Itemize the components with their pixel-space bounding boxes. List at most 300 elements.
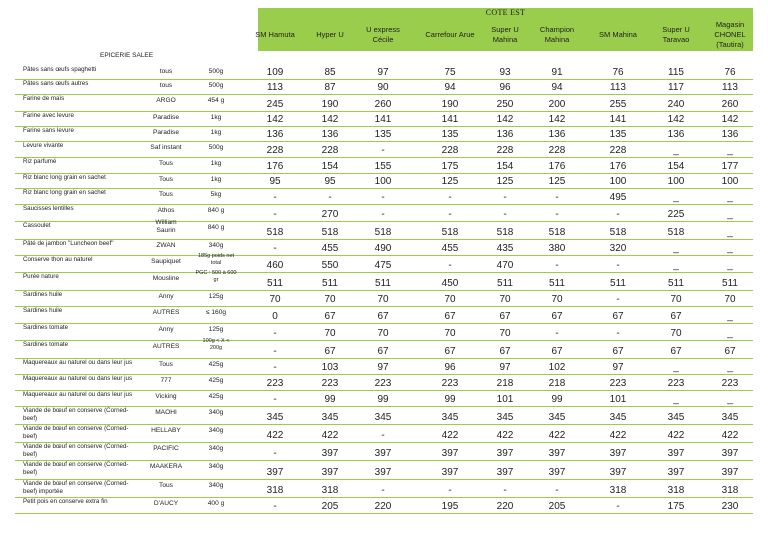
quantity: 500g xyxy=(208,144,224,151)
quantity: 400 g xyxy=(207,500,225,507)
table-row xyxy=(15,338,753,359)
brand: Tous xyxy=(159,191,173,198)
price-cell: 228 xyxy=(266,145,284,156)
price-cell: 511 xyxy=(610,278,626,289)
price-cell: 518 xyxy=(496,227,514,238)
brand: tous xyxy=(159,68,173,75)
price-cell: 318 xyxy=(667,485,685,496)
price-cell: 518 xyxy=(321,227,339,238)
price-cell: 142 xyxy=(496,114,514,125)
price-cell: 318 xyxy=(609,485,627,496)
price-cell: 345 xyxy=(374,412,392,423)
price-cell: 511 xyxy=(267,278,283,289)
price-cell: 136 xyxy=(266,129,284,140)
product-name: Sardines tomate xyxy=(23,324,69,331)
price-cell: 117 xyxy=(668,82,684,93)
price-cell: 345 xyxy=(321,412,339,423)
price-cell: - xyxy=(448,209,452,220)
price-cell: - xyxy=(273,192,277,203)
price-cell: - xyxy=(555,485,559,496)
product-name: Conserve thon au naturel xyxy=(23,256,93,263)
price-cell: 136 xyxy=(496,129,514,140)
price-cell: 397 xyxy=(496,448,514,459)
price-cell: 70 xyxy=(324,328,336,339)
price-cell: 67 xyxy=(670,346,682,357)
price-cell: 495 xyxy=(609,192,627,203)
price-cell: 397 xyxy=(441,448,459,459)
brand: HELLABY xyxy=(151,427,181,434)
price-cell: 97 xyxy=(499,362,511,373)
product-name: Petit pois en conserve extra fin xyxy=(23,498,108,505)
store-header: SM Mahina xyxy=(599,29,637,39)
price-cell: 422 xyxy=(548,430,566,441)
price-cell: 142 xyxy=(548,114,566,125)
price-cell: _ xyxy=(727,394,733,405)
product-name: Riz blanc long grain en sachet xyxy=(23,174,106,181)
price-cell: _ xyxy=(673,243,679,254)
price-cell: 99 xyxy=(444,394,456,405)
price-cell: _ xyxy=(727,243,733,254)
price-cell: - xyxy=(616,294,620,305)
price-cell: _ xyxy=(727,192,733,203)
price-cell: 490 xyxy=(374,243,392,254)
price-cell: 190 xyxy=(441,99,459,110)
price-cell: 70 xyxy=(670,294,682,305)
price-cell: 97 xyxy=(377,67,389,78)
price-cell: _ xyxy=(673,260,679,271)
price-cell: 67 xyxy=(670,311,682,322)
price-cell: 125 xyxy=(441,176,459,187)
price-cell: 0 xyxy=(272,311,278,322)
price-cell: 94 xyxy=(444,82,456,93)
price-cell: _ xyxy=(727,260,733,271)
price-cell: - xyxy=(503,485,507,496)
price-cell: 101 xyxy=(609,394,627,405)
table-row xyxy=(15,307,753,324)
quantity: 100g < X < 200g xyxy=(202,338,230,351)
quantity: 340g xyxy=(208,445,224,452)
price-cell: 225 xyxy=(667,209,685,220)
price-cell: 345 xyxy=(609,412,627,423)
brand: D'AUCY xyxy=(153,500,179,507)
price-cell: 101 xyxy=(496,394,514,405)
price-cell: - xyxy=(273,328,277,339)
price-cell: 67 xyxy=(444,346,456,357)
brand: Tous xyxy=(159,361,173,368)
price-cell: 97 xyxy=(612,362,624,373)
price-cell: 511 xyxy=(497,278,513,289)
price-cell: 205 xyxy=(321,501,339,512)
price-cell: 190 xyxy=(321,99,339,110)
price-cell: 455 xyxy=(441,243,459,254)
price-cell: 176 xyxy=(548,161,566,172)
price-cell: _ xyxy=(673,145,679,156)
price-cell: 397 xyxy=(321,467,339,478)
table-row xyxy=(15,270,753,291)
price-cell: 228 xyxy=(321,145,339,156)
product-name: Maquereaux au naturel ou dans leur jus xyxy=(23,391,133,398)
price-cell: 455 xyxy=(321,243,339,254)
price-cell: 70 xyxy=(499,294,511,305)
price-cell: - xyxy=(555,209,559,220)
price-cell: 141 xyxy=(441,114,459,125)
price-cell: - xyxy=(448,260,452,271)
price-cell: _ xyxy=(727,145,733,156)
price-cell: 270 xyxy=(321,209,339,220)
quantity: 1kg xyxy=(210,176,222,183)
store-header: Super U Mahina xyxy=(491,24,519,44)
price-cell: - xyxy=(616,260,620,271)
brand: Tous xyxy=(159,176,173,183)
quantity: 340g xyxy=(208,482,224,489)
price-cell: - xyxy=(381,192,385,203)
quantity: 500g xyxy=(208,68,224,75)
store-header: U express Cécile xyxy=(366,24,400,44)
price-cell: 220 xyxy=(496,501,514,512)
price-cell: 70 xyxy=(377,328,389,339)
price-cell: 87 xyxy=(324,82,336,93)
brand: AUTRES xyxy=(152,309,180,316)
price-cell: 99 xyxy=(377,394,389,405)
price-cell: 176 xyxy=(266,161,284,172)
store-header: Super U Taravao xyxy=(662,24,690,44)
price-cell: 142 xyxy=(321,114,339,125)
price-cell: 230 xyxy=(721,501,739,512)
product-name: Farine sans levure xyxy=(23,127,74,134)
price-cell: 135 xyxy=(441,129,459,140)
price-cell: 125 xyxy=(496,176,514,187)
table-row xyxy=(15,498,753,514)
price-cell: 67 xyxy=(324,346,336,357)
price-cell: 397 xyxy=(441,467,459,478)
price-cell: 195 xyxy=(441,501,459,512)
price-cell: 511 xyxy=(668,278,684,289)
quantity: 1kg xyxy=(210,160,222,167)
price-cell: - xyxy=(273,362,277,373)
price-cell: 228 xyxy=(496,145,514,156)
quantity: 340g xyxy=(208,409,224,416)
price-cell: 115 xyxy=(668,67,684,78)
price-cell: 422 xyxy=(496,430,514,441)
price-cell: 136 xyxy=(667,129,685,140)
price-cell: _ xyxy=(673,362,679,373)
table-row xyxy=(15,291,753,307)
price-cell: 422 xyxy=(321,430,339,441)
price-cell: - xyxy=(273,346,277,357)
price-cell: 113 xyxy=(722,82,738,93)
price-cell: - xyxy=(328,192,332,203)
quantity: 425g xyxy=(208,361,224,368)
price-cell: 67 xyxy=(612,311,624,322)
store-header: SM Hamuta xyxy=(255,29,295,39)
price-cell: - xyxy=(448,192,452,203)
price-cell: 70 xyxy=(551,294,563,305)
price-cell: 141 xyxy=(609,114,627,125)
price-cell: 255 xyxy=(609,99,627,110)
table-row xyxy=(15,443,753,461)
price-cell: 96 xyxy=(499,82,511,93)
quantity: 840 g xyxy=(207,224,225,231)
price-cell: 70 xyxy=(499,328,511,339)
brand: Anny xyxy=(158,293,174,300)
table-row xyxy=(15,66,753,80)
brand: MAOHI xyxy=(155,409,177,416)
price-cell: - xyxy=(273,209,277,220)
quantity: 185g poids net total xyxy=(197,253,235,266)
product-name: Riz parfumé xyxy=(23,158,57,165)
price-cell: 175 xyxy=(441,161,459,172)
quantity: ≤ 160g xyxy=(205,309,227,316)
price-cell: 511 xyxy=(549,278,565,289)
price-cell: 205 xyxy=(548,501,566,512)
price-cell: 240 xyxy=(667,99,685,110)
price-cell: 70 xyxy=(670,328,682,339)
price-cell: - xyxy=(273,243,277,254)
quantity: 340g xyxy=(208,463,224,470)
price-cell: 70 xyxy=(377,294,389,305)
price-cell: 422 xyxy=(721,430,739,441)
quantity: 425g xyxy=(208,377,224,384)
price-cell: 397 xyxy=(496,467,514,478)
table-row xyxy=(15,375,753,391)
price-cell: 380 xyxy=(548,243,566,254)
brand: William Saurin xyxy=(155,219,177,234)
table-row xyxy=(15,127,753,142)
price-cell: 99 xyxy=(551,394,563,405)
product-name: Saucisses lentilles xyxy=(23,205,74,212)
brand: ARGO xyxy=(156,97,176,104)
price-cell: 67 xyxy=(551,346,563,357)
price-cell: - xyxy=(616,501,620,512)
price-cell: 136 xyxy=(721,129,739,140)
table-row xyxy=(15,253,753,273)
price-cell: - xyxy=(555,260,559,271)
price-cell: 320 xyxy=(609,243,627,254)
price-cell: 422 xyxy=(266,430,284,441)
price-cell: - xyxy=(555,328,559,339)
price-cell: 397 xyxy=(609,448,627,459)
quantity: 454 g xyxy=(207,97,225,104)
price-cell: 397 xyxy=(548,467,566,478)
price-cell: 136 xyxy=(548,129,566,140)
brand: 777 xyxy=(160,377,172,384)
price-cell: 518 xyxy=(548,227,566,238)
product-name: Sardines huile xyxy=(23,291,63,298)
price-cell: 518 xyxy=(609,227,627,238)
product-name: Farine de maïs xyxy=(23,95,65,102)
brand: Athos xyxy=(157,207,175,214)
price-cell: - xyxy=(381,430,385,441)
price-cell: 67 xyxy=(499,346,511,357)
price-cell: 67 xyxy=(724,346,736,357)
table-row xyxy=(15,425,753,443)
price-cell: 109 xyxy=(266,67,284,78)
product-name: Viande de bœuf en conserve (Corned- beef) xyxy=(23,443,129,458)
brand: ZWAN xyxy=(156,242,176,249)
price-cell: 511 xyxy=(375,278,391,289)
price-cell: 260 xyxy=(721,99,739,110)
price-cell: _ xyxy=(673,192,679,203)
price-cell: _ xyxy=(727,209,733,220)
price-cell: 100 xyxy=(667,176,685,187)
price-cell: 397 xyxy=(667,448,685,459)
price-cell: 125 xyxy=(548,176,566,187)
quantity: PGC : 500 à 600 gr xyxy=(195,270,237,283)
price-cell: 397 xyxy=(609,467,627,478)
price-cell: 518 xyxy=(374,227,392,238)
table-row xyxy=(15,391,753,407)
price-cell: 75 xyxy=(444,67,456,78)
quantity: 125g xyxy=(208,326,224,333)
price-cell: 94 xyxy=(551,82,563,93)
price-cell: 223 xyxy=(721,378,739,389)
price-cell: 223 xyxy=(667,378,685,389)
quantity: 125g xyxy=(208,293,224,300)
product-name: Maquereaux au naturel ou dans leur jus xyxy=(23,375,133,382)
table-row xyxy=(15,324,753,341)
price-cell: 154 xyxy=(321,161,339,172)
price-cell: 475 xyxy=(374,260,392,271)
price-cell: 70 xyxy=(444,328,456,339)
product-name: Farine avec levure xyxy=(23,112,74,119)
price-cell: 96 xyxy=(444,362,456,373)
brand: MAAKERA xyxy=(149,463,183,470)
table-row xyxy=(15,95,753,112)
brand: AUTRES xyxy=(152,343,180,350)
table-row xyxy=(15,174,753,189)
brand: Mousline xyxy=(152,275,180,282)
price-cell: _ xyxy=(727,311,733,322)
price-cell: 450 xyxy=(441,278,459,289)
price-cell: 76 xyxy=(612,67,624,78)
price-cell: _ xyxy=(673,394,679,405)
price-cell: 136 xyxy=(321,129,339,140)
price-cell: 99 xyxy=(324,394,336,405)
quantity: 340g xyxy=(208,427,224,434)
table-row xyxy=(15,80,753,95)
price-cell: 76 xyxy=(724,67,736,78)
table-row xyxy=(15,407,753,425)
row-divider xyxy=(15,513,753,514)
price-cell: 260 xyxy=(374,99,392,110)
price-cell: 245 xyxy=(266,99,284,110)
price-cell: 67 xyxy=(499,311,511,322)
product-name: Sardines huile xyxy=(23,307,63,314)
quantity: 500g xyxy=(208,82,224,89)
table-row xyxy=(15,480,753,498)
price-cell: 70 xyxy=(724,294,736,305)
price-cell: 223 xyxy=(609,378,627,389)
price-cell: - xyxy=(273,448,277,459)
price-cell: 175 xyxy=(667,501,685,512)
price-cell: 67 xyxy=(377,311,389,322)
product-name: Pâté de jambon "Luncheon beef" xyxy=(23,240,114,247)
price-cell: - xyxy=(616,209,620,220)
table-row xyxy=(15,142,753,158)
price-cell: 135 xyxy=(374,129,392,140)
price-cell: 397 xyxy=(374,467,392,478)
price-cell: 67 xyxy=(612,346,624,357)
brand: Paradise xyxy=(152,129,180,136)
product-name: Sardines tomate xyxy=(23,341,69,348)
quantity: 1kg xyxy=(210,114,222,121)
price-cell: 345 xyxy=(441,412,459,423)
price-cell: - xyxy=(616,328,620,339)
price-cell: 67 xyxy=(444,311,456,322)
price-cell: 70 xyxy=(444,294,456,305)
brand: Tous xyxy=(159,160,173,167)
price-cell: 228 xyxy=(441,145,459,156)
price-cell: 91 xyxy=(551,67,563,78)
brand: PACIFIC xyxy=(153,445,179,452)
category-label: EPICERIE SALEE xyxy=(100,52,154,59)
price-cell: 228 xyxy=(548,145,566,156)
price-cell: 397 xyxy=(321,448,339,459)
brand: Anny xyxy=(158,326,174,333)
price-cell: 67 xyxy=(551,311,563,322)
product-name: Levure vivante xyxy=(23,142,64,149)
price-cell: 345 xyxy=(266,412,284,423)
product-name: Pâtes sans œufs spaghetti xyxy=(23,66,97,73)
price-cell: 97 xyxy=(377,362,389,373)
price-cell: 177 xyxy=(721,161,739,172)
table-row xyxy=(15,219,753,240)
brand: tous xyxy=(159,82,173,89)
product-name: Cassoulet xyxy=(23,222,51,229)
price-cell: - xyxy=(381,209,385,220)
price-cell: 102 xyxy=(548,362,566,373)
brand: Paradise xyxy=(152,114,180,121)
price-cell: 397 xyxy=(721,448,739,459)
product-name: Maquereaux au naturel ou dans leur jus xyxy=(23,359,133,366)
price-cell: 100 xyxy=(721,176,739,187)
price-cell: 223 xyxy=(266,378,284,389)
price-cell: 422 xyxy=(441,430,459,441)
price-cell: 85 xyxy=(324,67,336,78)
price-cell: 228 xyxy=(609,145,627,156)
price-cell: 223 xyxy=(374,378,392,389)
price-cell: 95 xyxy=(324,176,336,187)
price-cell: 142 xyxy=(667,114,685,125)
quantity: 1kg xyxy=(210,129,222,136)
table-row xyxy=(15,240,753,256)
product-name: Riz blanc long grain en sachet xyxy=(23,189,106,196)
price-cell: 460 xyxy=(266,260,284,271)
store-header: Hyper U xyxy=(316,29,344,39)
price-cell: 518 xyxy=(266,227,284,238)
price-cell: 518 xyxy=(441,227,459,238)
price-cell: 176 xyxy=(609,161,627,172)
price-cell: _ xyxy=(727,362,733,373)
product-name: Viande de bœuf en conserve (Corned- beef) importée xyxy=(23,480,129,495)
price-cell: 397 xyxy=(667,467,685,478)
price-cell: 511 xyxy=(322,278,338,289)
product-name: Pâtes sans œufs autres xyxy=(23,80,89,87)
quantity: 840 g xyxy=(207,207,225,214)
price-cell: - xyxy=(503,192,507,203)
price-cell: 345 xyxy=(496,412,514,423)
price-cell: 218 xyxy=(496,378,514,389)
brand: Vicking xyxy=(155,393,177,400)
price-cell: 100 xyxy=(374,176,392,187)
store-header: Magasin CHONEL (Tautira) xyxy=(714,19,746,49)
price-cell: 470 xyxy=(496,260,514,271)
price-cell: 345 xyxy=(548,412,566,423)
price-cell: 67 xyxy=(377,346,389,357)
price-cell: - xyxy=(381,485,385,496)
price-cell: 345 xyxy=(721,412,739,423)
price-cell: 95 xyxy=(269,176,281,187)
